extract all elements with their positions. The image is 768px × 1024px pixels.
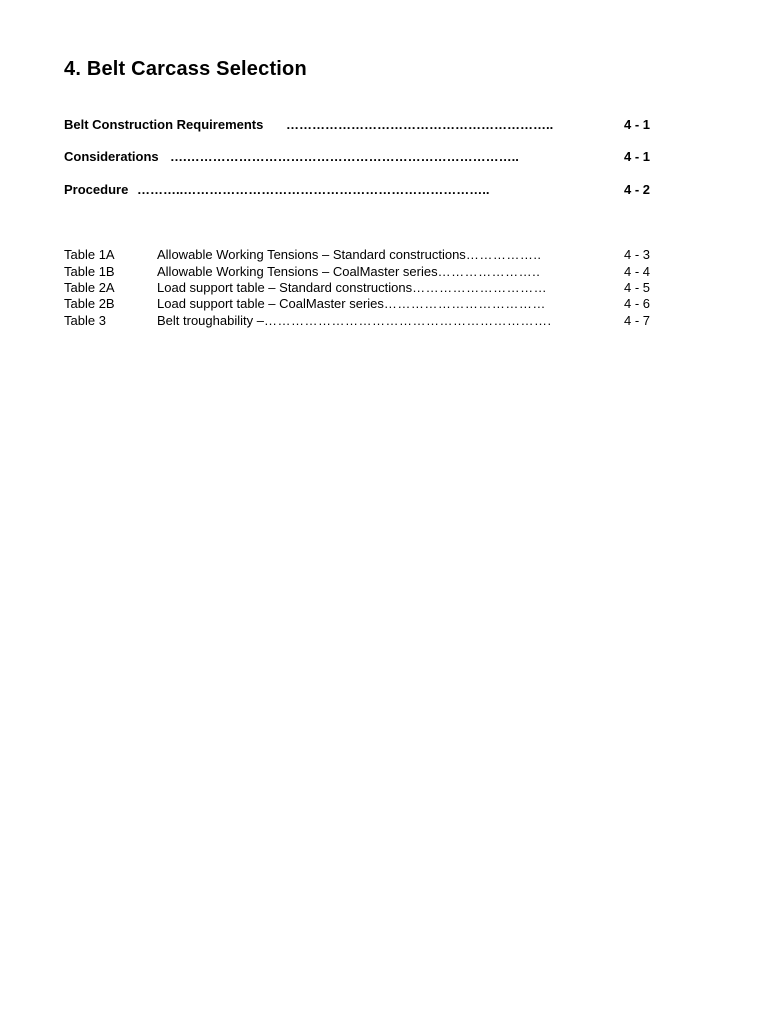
- toc-table-entry-2b[interactable]: [64, 296, 654, 312]
- table-number: Table 1B: [64, 264, 115, 279]
- toc-leader-dots: ………..……………………………………………………………..: [137, 182, 490, 197]
- toc-entry-considerations[interactable]: [64, 149, 654, 167]
- toc-leader-dots: …………………………: [412, 280, 548, 295]
- toc-table-entry-1a[interactable]: [64, 247, 654, 263]
- toc-page-number: 4 - 1: [623, 149, 650, 164]
- toc-leader-dots: ……………………………………………………..: [286, 117, 554, 132]
- table-number: Table 3: [64, 313, 106, 328]
- toc-page-number: 4 - 4: [623, 264, 650, 279]
- toc-leader-dots: ….…………………………………………………………………..: [170, 149, 519, 164]
- toc-page-number: 4 - 6: [623, 296, 650, 311]
- toc-page-number: 4 - 1: [623, 117, 650, 132]
- toc-entry-belt-construction-requirements[interactable]: [64, 117, 654, 135]
- table-description: [157, 296, 546, 311]
- table-description-text: Allowable Working Tensions – Standard constructions: [157, 247, 466, 262]
- toc-table-entry-1b[interactable]: [64, 264, 654, 280]
- toc-leader-dots: ……………..: [465, 247, 542, 262]
- toc-leader-dots: …………………..: [437, 264, 541, 279]
- toc-leader-dots: ……………………………………………………….: [263, 313, 552, 328]
- table-number: Table 2B: [64, 296, 115, 311]
- table-number: Table 2A: [64, 280, 115, 295]
- table-description-text: Load support table – CoalMaster series: [157, 296, 384, 311]
- toc-entry-procedure[interactable]: [64, 182, 654, 200]
- table-description-text: Belt troughability –: [157, 313, 264, 328]
- table-description-text: Load support table – Standard constructions: [157, 280, 413, 295]
- toc-entry-label: Belt Construction Requirements: [64, 117, 264, 132]
- toc-leader-dots: ………………………………: [383, 296, 546, 311]
- toc-page-number: 4 - 2: [623, 182, 650, 197]
- table-description: [157, 313, 552, 328]
- toc-page-number: 4 - 7: [623, 313, 650, 328]
- page-title: 4. Belt Carcass Selection: [64, 58, 307, 80]
- table-description: [157, 247, 542, 262]
- table-number: Table 1A: [64, 247, 115, 262]
- toc-table-entry-2a[interactable]: [64, 280, 654, 296]
- table-description-text: Allowable Working Tensions – CoalMaster series: [157, 264, 438, 279]
- toc-page-number: 4 - 5: [623, 280, 650, 295]
- table-description: [157, 280, 547, 295]
- table-description: [157, 264, 540, 279]
- toc-entry-label: Considerations: [64, 149, 159, 164]
- toc-table-entry-3[interactable]: [64, 313, 654, 329]
- toc-page-number: 4 - 3: [623, 247, 650, 262]
- toc-entry-label: Procedure: [64, 182, 129, 197]
